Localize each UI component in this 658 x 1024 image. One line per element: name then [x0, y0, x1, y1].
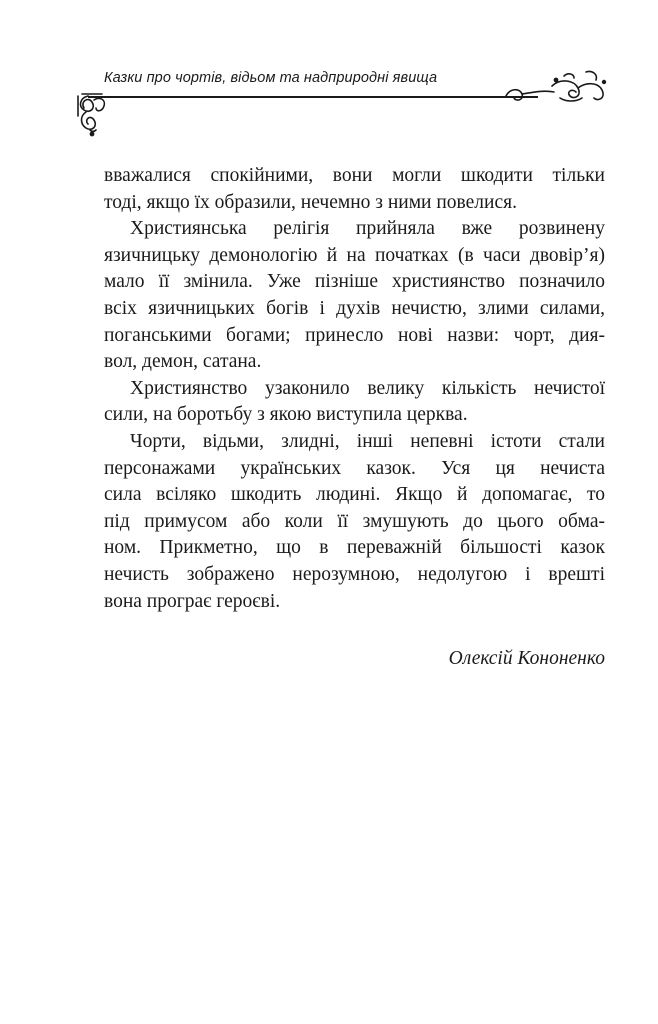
text-line: вона програє героєві.	[104, 590, 281, 612]
text-line: під примусом або коли її змушують до цього обма-	[104, 510, 605, 532]
running-head-title: Казки про чортів, відьом та надприродні явища	[104, 70, 438, 86]
author-signature: Олексій Кононенко	[448, 648, 605, 669]
text-line: язичницьку демонологію й на початках (в часи двовір’я)	[104, 244, 605, 266]
text-line: вол, демон, сатана.	[104, 351, 262, 373]
text-line: вважалися спокійними, вони могли шкодити тільки	[104, 165, 605, 186]
body-text	[104, 163, 605, 615]
text-line: ном. Прикметно, що в переважній більшості казок	[104, 537, 605, 559]
text-line: персонажами українських казок. Уся ця нечиста	[104, 457, 605, 479]
text-line: нечисть зображено нерозумною, недолугою і врешті	[104, 563, 605, 585]
text-line: мало її змінила. Уже пізніше християнство позначило	[104, 271, 605, 293]
text-line: всіх язичницьких богів і духів нечистю, злими силами,	[104, 297, 605, 319]
text-line: Християнство узаконило велику кількість нечистої	[130, 377, 605, 399]
text-line: Чорти, відьми, злидні, інші непевні істоти стали	[130, 430, 605, 452]
text-line: тоді, якщо їх образили, нечемно з ними повелися.	[104, 191, 517, 213]
text-line: сили, на боротьбу з якою виступила церква.	[104, 404, 468, 426]
celtic-knot-ornament-icon	[74, 90, 114, 138]
swirl-flourish-ornament-icon	[504, 68, 610, 106]
text-line: поганськими богами; принесло нові назви: чорт, дия-	[104, 324, 605, 346]
text-line: Християнська релігія прийняла вже розвинену	[130, 218, 605, 240]
header-rule	[88, 96, 538, 98]
text-line: сила всіляко шкодить людині. Якщо й допомагає, то	[104, 484, 605, 506]
